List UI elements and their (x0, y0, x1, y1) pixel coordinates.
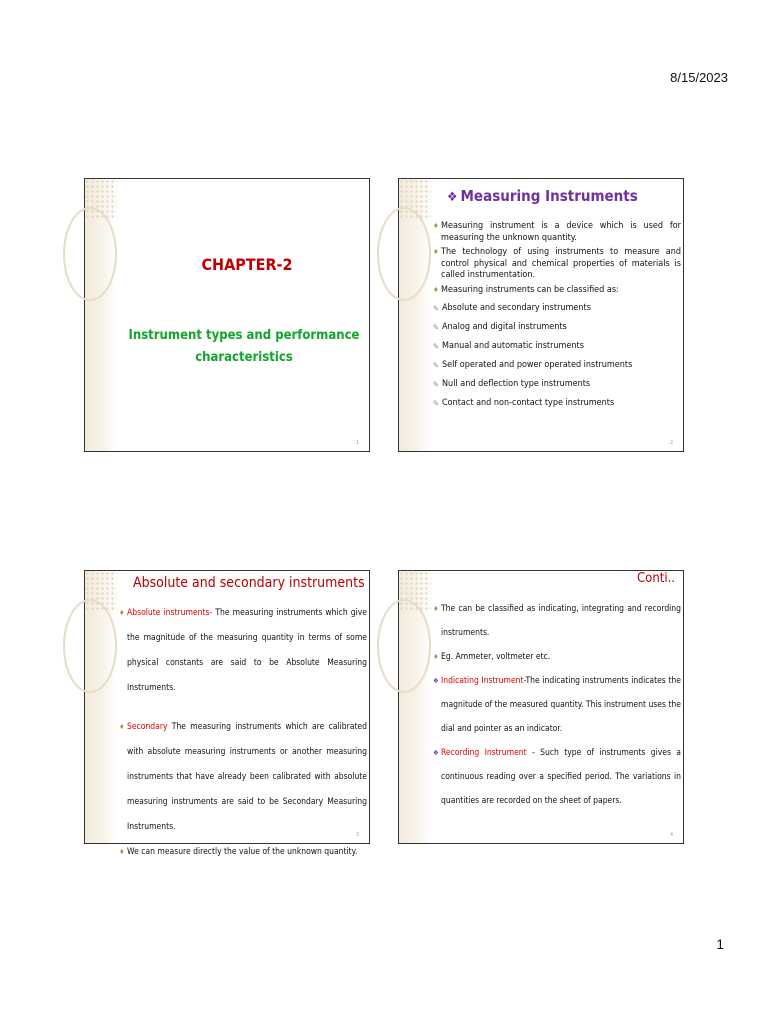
list-item: ✎ Null and deflection type instruments (433, 375, 681, 394)
pencil-bullet-icon: ✎ (433, 380, 440, 389)
slide-decoration (85, 179, 117, 451)
slide-1 (84, 178, 370, 452)
slide-decoration (399, 571, 431, 843)
list-item: ✎ Contact and non-contact type instruments (433, 394, 681, 413)
slide-body (119, 601, 367, 865)
slide-number: 2 (670, 440, 673, 446)
term-highlight: Indicating Instrument (441, 676, 524, 686)
bullet-icon: ♦ (119, 848, 125, 856)
bullet-paragraph: ♦ The technology of using instruments to measure and control physical and chemical properties of materials is called instrumentation. (433, 247, 681, 280)
pencil-bullet-icon: ✎ (433, 304, 440, 313)
slide-body (433, 221, 681, 413)
chapter-subtitle: Instrument types and performance characteristics (128, 328, 360, 365)
slide-decoration (85, 571, 117, 843)
pencil-bullet-icon: ✎ (433, 361, 440, 370)
page-number: 1 (716, 936, 724, 952)
slide-heading: Absolute and secondary instruments (133, 575, 365, 591)
slide-number: 3 (356, 832, 359, 838)
bullet-paragraph: ♦ The can be classified as indicating, integrating and recording instruments. (433, 597, 681, 645)
bullet-icon: ♦ (433, 248, 439, 256)
slide-decoration (399, 179, 431, 451)
bullet-paragraph: ❖ Recording Instrument - Such type of instruments gives a continuous reading over a specified period. The variations in quantities are recorded on the sheet of papers. (433, 741, 681, 813)
bullet-icon: ♦ (119, 609, 125, 617)
bullet-paragraph: ❖ Indicating Instrument-The indicating instruments indicates the magnitude of the measured quantity. This instrument uses the dial and pointer as an indicator. (433, 669, 681, 741)
slide-number: 4 (670, 832, 673, 838)
term-highlight: Secondary (127, 722, 168, 732)
diamond-bullet-icon: ❖ (433, 749, 439, 757)
slide-body (433, 597, 681, 813)
term-highlight: Absolute instruments- (127, 608, 213, 618)
bullet-icon: ♦ (433, 222, 439, 230)
bullet-paragraph: ♦ Eg. Ammeter, voltmeter etc. (433, 645, 681, 669)
slide-number: 1 (356, 440, 359, 446)
term-highlight: Recording Instrument (441, 748, 527, 758)
list-item: ✎ Analog and digital instruments (433, 318, 681, 337)
bullet-icon: ♦ (433, 653, 439, 661)
list-item: ✎ Manual and automatic instruments (433, 337, 681, 356)
document-date: 8/15/2023 (670, 70, 728, 85)
classification-list (433, 299, 681, 413)
bullet-paragraph: ♦ We can measure directly the value of the unknown quantity. (119, 840, 367, 865)
list-item: ✎ Absolute and secondary instruments (433, 299, 681, 318)
slide-2 (398, 178, 684, 452)
diamond-bullet-icon: ❖ (433, 677, 439, 685)
chapter-title: CHAPTER-2 (201, 255, 293, 274)
slide-3 (84, 570, 370, 857)
diamond-bullet-icon: ❖ (447, 190, 458, 205)
bullet-icon: ♦ (119, 723, 125, 731)
pencil-bullet-icon: ✎ (433, 342, 440, 351)
bullet-paragraph: ♦ Absolute instruments- The measuring instruments which give the magnitude of the measuring quantity in terms of some physical constants are said to be Absolute Measuring Instruments. (119, 601, 367, 701)
list-item: ✎ Self operated and power operated instruments (433, 356, 681, 375)
pencil-bullet-icon: ✎ (433, 399, 440, 408)
slide-4 (398, 570, 684, 844)
bullet-icon: ♦ (433, 605, 439, 613)
pencil-bullet-icon: ✎ (433, 323, 440, 332)
bullet-icon: ♦ (433, 285, 439, 294)
bullet-paragraph: ♦ Measuring instruments can be classified as: (433, 284, 619, 295)
bullet-paragraph: ♦ Measuring instrument is a device which is used for measuring the unknown quantity. (433, 221, 681, 243)
bullet-paragraph: ♦ Secondary The measuring instruments which are calibrated with absolute measuring instruments or another measuring instruments that have already been calibrated with absolute measuring instruments are said to be Secondary Measuring Instruments. (119, 715, 367, 840)
slide-heading: Conti.. (637, 571, 675, 586)
slide-heading: ❖ Measuring Instruments (447, 187, 638, 205)
